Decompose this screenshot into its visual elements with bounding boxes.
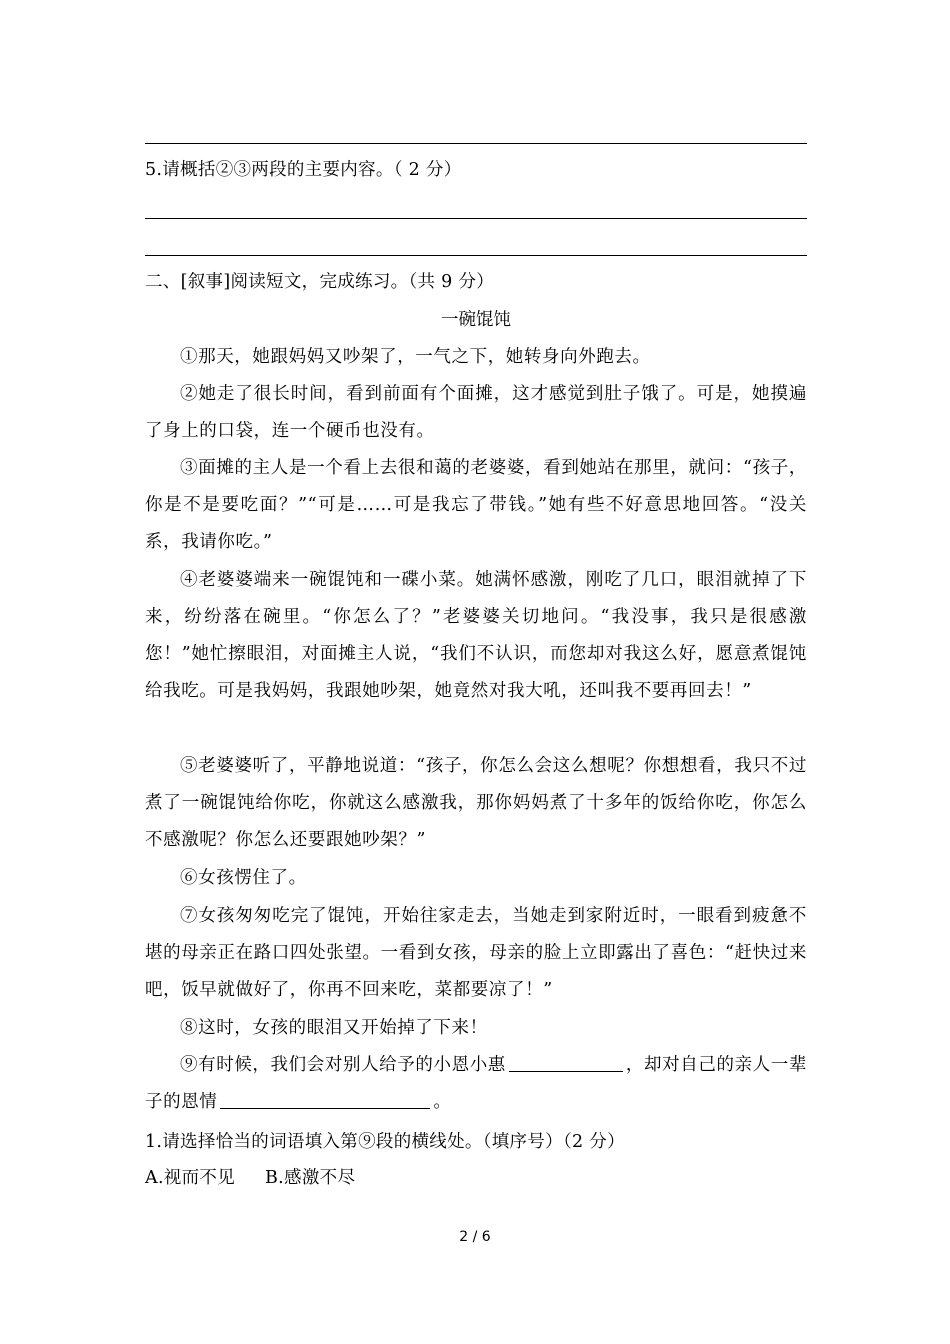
paragraph-2: ②她走了很长时间，看到前面有个面摊，这才感觉到肚子饿了。可是，她摸遍了身上的口袋，连一个硬币也没有。 xyxy=(145,384,807,441)
paragraph-8: ⑧这时，女孩的眼泪又开始掉了下来！ xyxy=(180,1018,488,1038)
passage-title: 一碗馄饨 xyxy=(441,310,511,330)
answer-line xyxy=(145,218,807,219)
option-a: A.视而不见 xyxy=(145,1168,236,1188)
paragraph-3: ③面摊的主人是一个看上去很和蔼的老婆婆，看到她站在那里，就问：“孩子，你是不是要吃面？”“可是……可是我忘了带钱。”她有些不好意思地回答。“没关系，我请你吃。” xyxy=(145,458,807,552)
fill-blank-1[interactable] xyxy=(509,1054,623,1073)
paragraph-9-text-3: 。 xyxy=(433,1092,452,1112)
paragraph-7: ⑦女孩匆匆吃完了馄饨，开始往家走去，当她走到家附近时，一眼看到疲惫不堪的母亲正在路口四处张望。一看到女孩，母亲的脸上立即露出了喜色：“赶快过来吧，饭早就做好了，你再不回来吃，菜都要凉了！” xyxy=(145,906,807,1000)
paragraph-1: ①那天，她跟妈妈又吵架了，一气之下，她转身向外跑去。 xyxy=(180,347,651,367)
answer-line xyxy=(145,143,807,144)
paragraph-4: ④老婆婆端来一碗馄饨和一碟小菜。她满怀感激，刚吃了几口，眼泪就掉了下来，纷纷落在碗里。“你怎么了？”老婆婆关切地问。“我没事，我只是很感激您！”她忙擦眼泪，对面摊主人说，“我们不认识，而您却对我这么好，愿意煮馄饨给我吃。可是我妈妈，我跟她吵架，她竟然对我大吼，还叫我不要再回去！” xyxy=(145,570,807,701)
section-heading: 二、[叙事]阅读短文，完成练习。（共 9 分） xyxy=(145,272,495,292)
answer-line xyxy=(145,255,807,256)
paragraph-6: ⑥女孩愣住了。 xyxy=(180,868,307,888)
paragraph-9 xyxy=(145,1047,807,1121)
fill-blank-2[interactable] xyxy=(220,1091,430,1110)
paragraph-5: ⑤老婆婆听了，平静地说道：“孩子，你怎么会这么想呢？你想想看，我只不过煮了一碗馄饨给你吃，你就这么感激我，那你妈妈煮了十多年的饭给你吃，你怎么不感激呢？你怎么还要跟她吵架？” xyxy=(145,756,807,850)
question-5: 5.请概括②③两段的主要内容。（ 2 分） xyxy=(145,160,462,180)
question-1: 1.请选择恰当的词语填入第⑨段的横线处。（填序号）（2 分） xyxy=(145,1132,625,1152)
paragraph-9-text-1: ⑨有时候，我们会对别人给予的小恩小惠 xyxy=(180,1055,506,1075)
question-1-options xyxy=(145,1166,807,1190)
page-number: 2 / 6 xyxy=(459,1229,491,1245)
paragraph-9-text-2: ，却对自己的亲人一辈子的恩情 xyxy=(145,1055,807,1112)
option-b: B.感激不尽 xyxy=(265,1168,356,1188)
